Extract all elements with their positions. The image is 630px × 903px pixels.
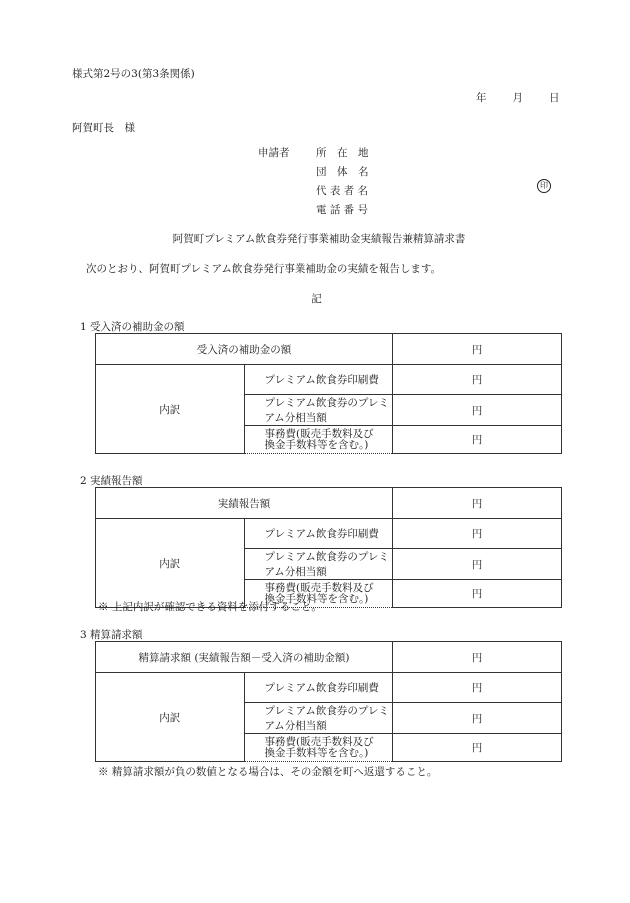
form-number: 様式第2号の3(第3条関係) <box>72 68 195 80</box>
document-title: 阿賀町プレミアム飲食券発行事業補助金実績報告兼精算請求書 <box>172 233 466 245</box>
section-3-total-yen: 円 <box>393 642 562 673</box>
section-2-heading: 2 実績報告額 <box>80 475 143 487</box>
section-1-total-label: 受入済の補助金の額 <box>96 334 393 365</box>
section-2-total-yen: 円 <box>393 488 562 519</box>
section-2-item-admin: 事務費(販売手数料及び換金手数料等を含む。) <box>244 580 393 608</box>
section-3-item-printing: プレミアム飲食券印刷費 <box>244 673 393 703</box>
section-1-item-printing: プレミアム飲食券印刷費 <box>244 365 393 395</box>
section-2-item-printing: プレミアム飲食券印刷費 <box>244 519 393 549</box>
section-1-breakdown-label: 内訳 <box>96 365 245 454</box>
applicant-address-label: 所 在 地 <box>316 147 369 159</box>
section-3-breakdown-label: 内訳 <box>96 673 245 762</box>
date-line <box>476 90 560 105</box>
applicant-label: 申請者 <box>258 147 290 159</box>
section-1-item-admin: 事務費(販売手数料及び換金手数料等を含む。) <box>244 426 393 454</box>
section-1-item-premium: プレミアム飲食券のプレミアム分相当額 <box>244 395 393 426</box>
date-year-label: 年 <box>476 92 487 104</box>
section-2-item-admin-yen: 円 <box>393 580 562 608</box>
section-2-note: ※ 上記内訳が確認できる資料を添付すること。 <box>98 601 322 613</box>
section-2-item-premium: プレミアム飲食券のプレミアム分相当額 <box>244 549 393 580</box>
section-2-breakdown-label: 内訳 <box>96 519 245 608</box>
applicant-phone-label: 電 話 番 号 <box>316 204 369 216</box>
seal-mark: 印 <box>537 179 551 193</box>
section-3-table <box>95 641 562 762</box>
addressee: 阿賀町長 様 <box>72 122 135 134</box>
section-3-item-admin: 事務費(販売手数料及び換金手数料等を含む。) <box>244 734 393 762</box>
section-2-item-premium-yen: 円 <box>393 549 562 580</box>
section-1-table <box>95 333 562 454</box>
section-3-item-printing-yen: 円 <box>393 673 562 703</box>
section-2-item-printing-yen: 円 <box>393 519 562 549</box>
section-3-item-premium: プレミアム飲食券のプレミアム分相当額 <box>244 703 393 734</box>
section-1-total-yen: 円 <box>393 334 562 365</box>
section-3-note: ※ 精算請求額が負の数値となる場合は、その金額を町へ返還すること。 <box>98 766 438 778</box>
ki-heading: 記 <box>311 293 322 305</box>
section-1-heading: 1 受入済の補助金の額 <box>80 321 185 333</box>
section-2-total-label: 実績報告額 <box>96 488 393 519</box>
applicant-organization-label: 団 体 名 <box>316 166 369 178</box>
section-1-item-printing-yen: 円 <box>393 365 562 395</box>
section-3-item-admin-yen: 円 <box>393 734 562 762</box>
date-month-label: 月 <box>512 92 523 104</box>
date-day-label: 日 <box>549 92 560 104</box>
section-2-table <box>95 487 562 608</box>
section-3-total-label: 精算請求額 (実績報告額－受入済の補助金額) <box>96 642 393 673</box>
intro-text: 次のとおり、阿賀町プレミアム飲食券発行事業補助金の実績を報告します。 <box>86 263 442 275</box>
section-1-item-premium-yen: 円 <box>393 395 562 426</box>
section-1-item-admin-yen: 円 <box>393 426 562 454</box>
applicant-representative-label: 代 表 者 名 <box>316 185 369 197</box>
section-3-heading: 3 精算請求額 <box>80 629 143 641</box>
section-3-item-premium-yen: 円 <box>393 703 562 734</box>
